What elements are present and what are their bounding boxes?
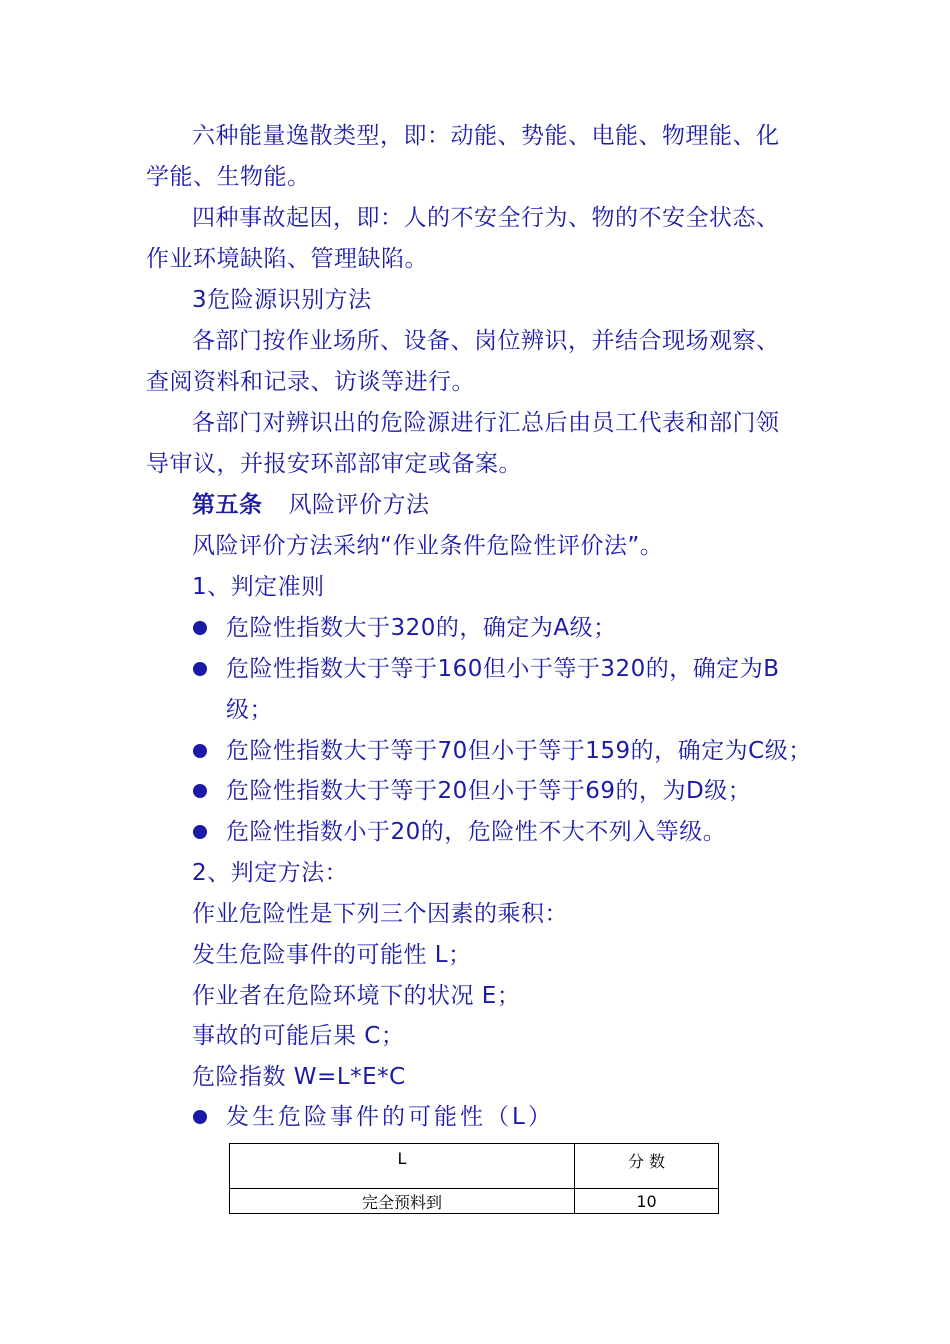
- article-number: 第五条: [192, 492, 263, 518]
- paragraph-identification-line2: 查阅资料和记录、访谈等进行。: [146, 369, 475, 395]
- criteria-item-d: [192, 776, 832, 806]
- criteria-text: 级；: [226, 697, 273, 723]
- method-line-c: 事故的可能后果 C；: [192, 1023, 405, 1049]
- bullet-dot-icon: [193, 825, 207, 839]
- method-line-e: 作业者在危险环境下的状况 E；: [192, 983, 521, 1009]
- table-title-text: 发生危险事件的可能性（L）: [226, 1104, 554, 1130]
- paragraph-identification-line1: 各部门按作业场所、设备、岗位辨识，并结合现场观察、: [192, 328, 780, 354]
- method-line-product: 作业危险性是下列三个因素的乘积：: [192, 901, 568, 927]
- criteria-text: 危险性指数大于等于70但小于等于159的，确定为C级；: [226, 738, 812, 764]
- paragraph-review-line1: 各部门对辨识出的危险源进行汇总后由员工代表和部门领: [192, 410, 780, 436]
- bullet-dot-icon: [193, 1110, 207, 1124]
- table-cell-score: 10: [575, 1189, 719, 1214]
- table-header-score: 分 数: [575, 1144, 719, 1189]
- criteria-item-none: [192, 817, 832, 847]
- likelihood-score-table: [229, 1143, 719, 1214]
- criteria-item-b: [192, 654, 832, 684]
- paragraph-accident-causes-line2: 作业环境缺陷、管理缺陷。: [146, 246, 428, 272]
- criteria-text: 危险性指数大于等于20但小于等于69的，为D级；: [226, 778, 752, 804]
- criteria-heading: 1、判定准则: [192, 574, 325, 600]
- table-cell-likelihood: 完全预料到: [230, 1189, 575, 1214]
- criteria-item-a: [192, 613, 832, 643]
- paragraph-accident-causes-line1: 四种事故起因，即：人的不安全行为、物的不安全状态、: [192, 205, 780, 231]
- bullet-dot-icon: [193, 621, 207, 635]
- bullet-dot-icon: [193, 744, 207, 758]
- article-title: 风险评价方法: [288, 492, 430, 518]
- table-header-l: L: [230, 1144, 575, 1189]
- bullet-dot-icon: [193, 662, 207, 676]
- criteria-text: 危险性指数大于等于160但小于等于320的，确定为B: [226, 656, 780, 682]
- criteria-text: 危险性指数大于320的，确定为A级；: [226, 615, 617, 641]
- criteria-item-c: [192, 736, 832, 766]
- paragraph-energy-types-line1: 六种能量逸散类型，即：动能、势能、电能、物理能、化: [192, 123, 780, 149]
- paragraph-energy-types-line2: 学能、生物能。: [146, 164, 311, 190]
- method-heading: 2、判定方法：: [192, 860, 349, 886]
- paragraph-review-line2: 导审议，并报安环部部审定或备案。: [146, 451, 522, 477]
- criteria-item-b-continued: [192, 695, 832, 725]
- bullet-dot-icon: [193, 784, 207, 798]
- table-header-row: [230, 1144, 719, 1189]
- method-line-l: 发生危险事件的可能性 L；: [192, 942, 472, 968]
- criteria-text: 危险性指数小于20的，危险性不大不列入等级。: [226, 819, 727, 845]
- section-heading-identification-method: 3危险源识别方法: [192, 287, 372, 313]
- article-heading: [192, 490, 872, 520]
- table-row: [230, 1189, 719, 1214]
- method-intro: 风险评价方法采纳“作业条件危险性评价法”。: [192, 533, 664, 559]
- table-title: [192, 1102, 832, 1132]
- method-line-formula: 危险指数 W=L*E*C: [192, 1064, 406, 1090]
